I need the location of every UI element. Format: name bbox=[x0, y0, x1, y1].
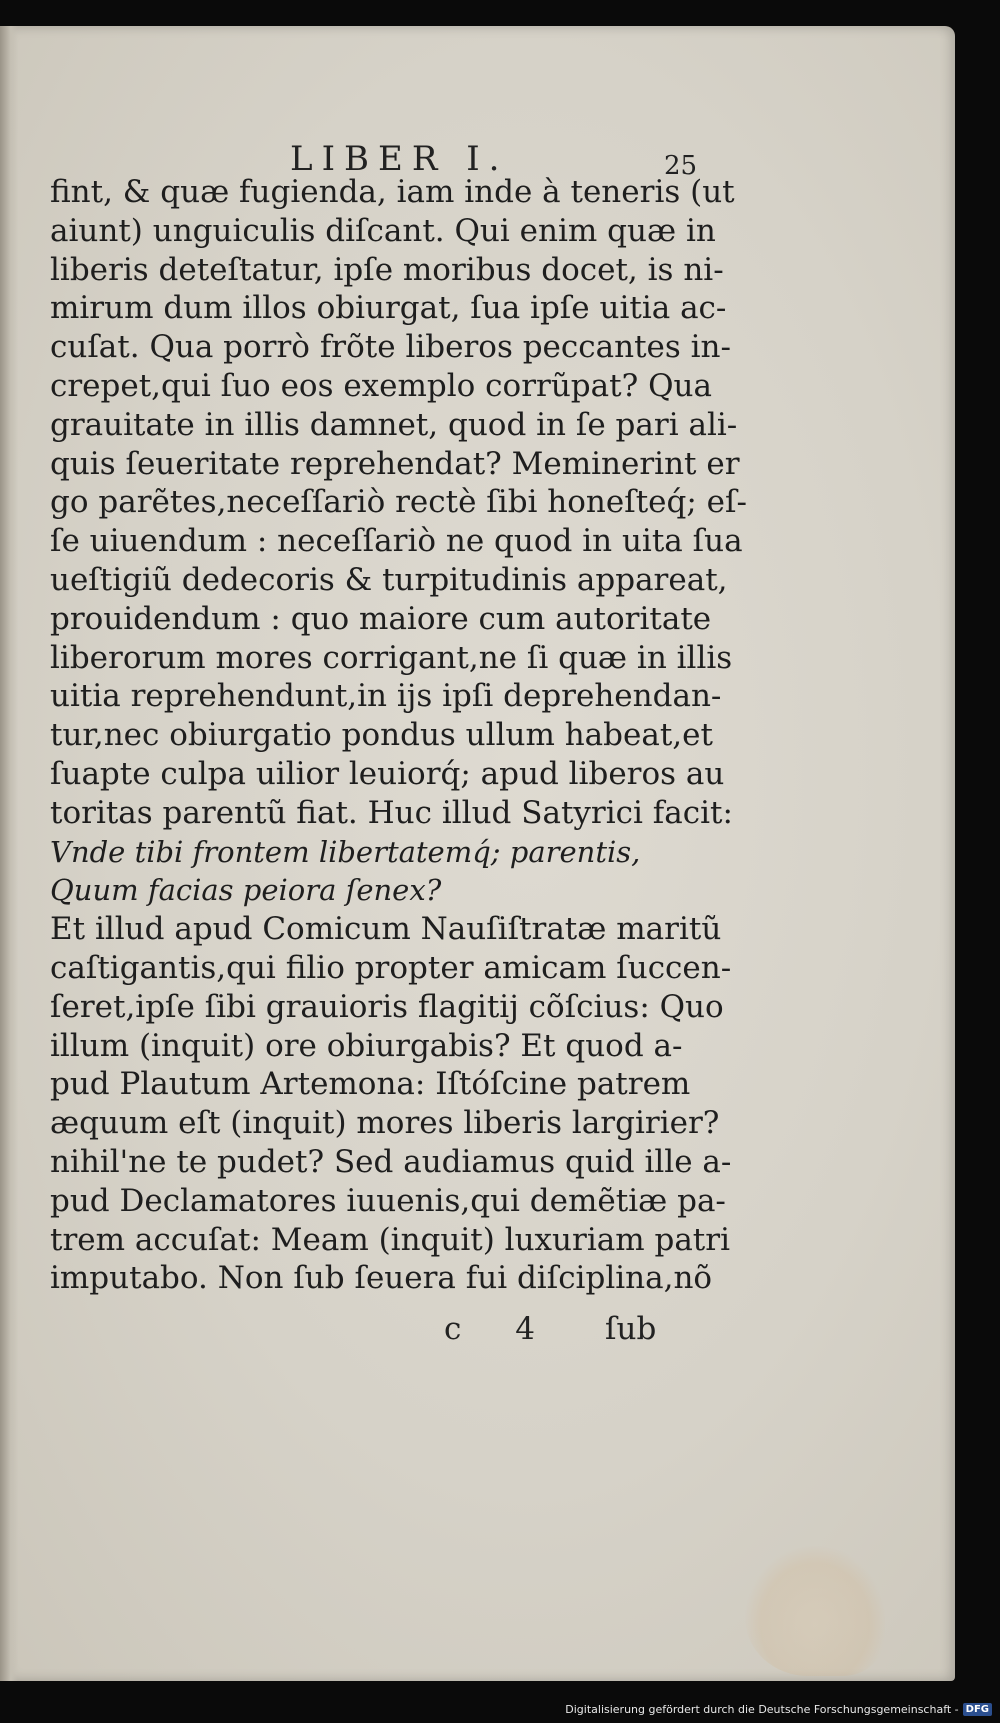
text-line: uitia reprehendunt,in ijs ipſi deprehendan- bbox=[50, 678, 722, 715]
text-line: trem accuſat: Meam (inquit) luxuriam patri bbox=[50, 1221, 730, 1258]
page-header bbox=[0, 119, 955, 181]
credit-text: Digitalisierung gefördert durch die Deutsche Forschungsgemeinschaft - bbox=[565, 1702, 959, 1716]
main-text bbox=[50, 173, 747, 1298]
text-line: pud Declamatores iuuenis,qui demẽtiæ pa- bbox=[50, 1182, 726, 1219]
running-title: LIBER I. bbox=[290, 139, 509, 179]
text-line: illum (inquit) ore obiurgabis? Et quod a- bbox=[50, 1027, 683, 1064]
text-line: quis ſeueritate reprehendat? Meminerint er bbox=[50, 445, 740, 482]
text-line: imputabo. Non ſub ſeuera fui diſciplina,nõ bbox=[50, 1260, 713, 1297]
text-line: æquum eſt (inquit) mores liberis largirier? bbox=[50, 1105, 720, 1142]
text-line: grauitate in illis damnet, quod in ſe pari ali- bbox=[50, 406, 738, 443]
text-line: prouidendum : quo maiore cum autoritate bbox=[50, 600, 712, 637]
page-number: 25 bbox=[664, 151, 698, 181]
text-line: liberis deteſtatur, ipſe moribus docet, is ni- bbox=[50, 251, 724, 288]
text-line: go parẽtes,neceſſariò rectè ſibi honeſteq́; eſ- bbox=[50, 484, 747, 521]
text-line: nihil'ne te pudet? Sed audiamus quid ille a- bbox=[50, 1143, 732, 1180]
page-spine-shadow bbox=[0, 26, 18, 1681]
text-line: liberorum mores corrigant,ne ſi quæ in illis bbox=[50, 639, 733, 676]
text-line: caſtigantis,qui filio propter amicam ſuccen- bbox=[50, 949, 732, 986]
page-footer bbox=[0, 1311, 955, 1355]
text-line: pud Plautum Artemona: Iſtóſcine patrem bbox=[50, 1066, 691, 1103]
text-line: toritas parentũ fiat. Huc illud Satyrici facit: bbox=[50, 794, 733, 831]
water-stain bbox=[745, 1546, 885, 1676]
text-line: mirum dum illos obiurgat, ſua ipſe uitia ac- bbox=[50, 290, 727, 327]
text-line: tur,nec obiurgatio pondus ullum habeat,et bbox=[50, 717, 713, 754]
signature-mark: c 4 bbox=[444, 1311, 557, 1347]
catchword: ſub bbox=[605, 1311, 657, 1347]
text-line: cuſat. Qua porrò frõte liberos peccantes in- bbox=[50, 329, 731, 366]
text-line: ſe uiuendum : neceſſariò ne quod in uita ſua bbox=[50, 523, 743, 560]
text-line: aiunt) unguiculis diſcant. Qui enim quæ in bbox=[50, 212, 716, 249]
digitization-credit bbox=[565, 1700, 992, 1718]
verse-line: Quum facias peiora ſenex? bbox=[50, 873, 442, 908]
verse-line: Vnde tibi frontem libertatemq́; parentis, bbox=[50, 834, 641, 869]
text-line: ſuapte culpa uilior leuiorq́; apud liberos au bbox=[50, 755, 725, 792]
text-line: crepet,qui ſuo eos exemplo corrũpat? Qua bbox=[50, 367, 712, 404]
text-line: ueſtigiũ dedecoris & turpitudinis appareat, bbox=[50, 561, 728, 598]
book-page bbox=[0, 26, 955, 1681]
text-line: ſeret,ipſe ſibi grauioris flagitij cõſcius: Quo bbox=[50, 988, 724, 1025]
text-line: Et illud apud Comicum Nauſiſtratæ maritũ bbox=[50, 911, 722, 948]
text-line: fint, & quæ fugienda, iam inde à teneris (ut bbox=[50, 174, 735, 210]
dfg-logo-icon: DFG bbox=[963, 1703, 992, 1716]
